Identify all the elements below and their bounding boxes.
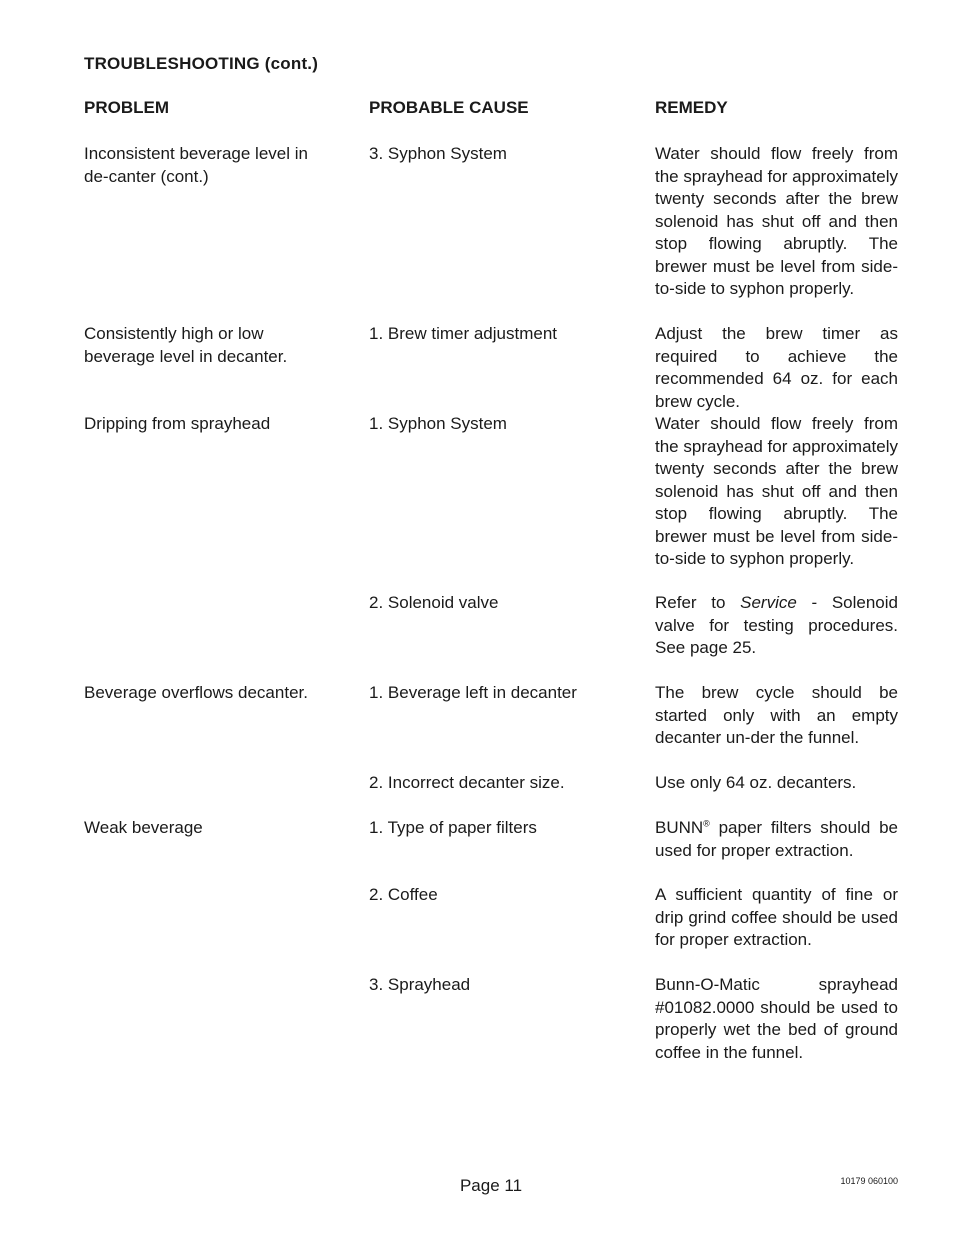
row-problem: Beverage overflows decanter. [84,683,308,702]
row-cause: 1. Syphon System [369,414,507,433]
document-number: 10179 060100 [840,1176,898,1186]
row-remedy: A sufficient quantity of fine or drip grind coffee should be used for proper extraction. [655,885,898,949]
row-remedy: The brew cycle should be started only with an empty decanter un-der the funnel. [655,683,898,747]
row-cause: 2. Solenoid valve [369,593,499,612]
header-remedy: REMEDY [655,98,728,117]
remedy-text: BUNN [655,818,704,837]
row-cause: 3. Syphon System [369,144,507,163]
row-problem: Inconsistent beverage level in de-canter (cont.) [84,144,308,186]
remedy-text: paper filters should be used for proper extraction. [655,818,898,860]
remedy-text: - Solenoid valve for testing procedures. See page 25. [655,593,898,657]
row-cause: 3. Sprayhead [369,975,471,994]
row-remedy: Bunn-O-Matic sprayhead #01082.0000 should be used to properly wet the bed of ground coffee in the funnel. [655,975,898,1062]
row-problem: Dripping from sprayhead [84,414,271,433]
row-remedy [655,592,898,660]
header-problem: PROBLEM [84,98,169,117]
remedy-text: Refer to [655,593,741,612]
remedy-emphasis: Service [740,593,797,612]
row-problem: Weak beverage [84,818,203,837]
registered-mark: ® [703,818,710,829]
row-cause: 1. Brew timer adjustment [369,324,558,343]
header-probable-cause: PROBABLE CAUSE [369,98,529,117]
page-number: Page 11 [459,1176,523,1195]
row-cause: 1. Beverage left in decanter [369,683,577,702]
row-remedy: Adjust the brew timer as required to achieve the recommended 64 oz. for each brew cycle. [655,324,898,411]
row-cause: 2. Coffee [369,885,438,904]
row-remedy: Water should flow freely from the sprayhead for approximately twenty seconds after the brew solenoid has shut off and then stop flowing abruptly. The brewer must be level from side-to-side to syphon properly. [655,144,898,298]
row-remedy [655,817,898,862]
row-problem: Consistently high or low beverage level in decanter. [84,324,288,366]
row-remedy: Use only 64 oz. decanters. [655,773,857,792]
row-remedy: Water should flow freely from the sprayhead for approximately twenty seconds after the brew solenoid has shut off and then stop flowing abruptly. The brewer must be level from side-to-side to syphon properly. [655,414,898,568]
row-cause: 2. Incorrect decanter size. [369,773,565,792]
section-title: TROUBLESHOOTING (cont.) [84,54,319,73]
row-cause: 1. Type of paper filters [369,818,537,837]
